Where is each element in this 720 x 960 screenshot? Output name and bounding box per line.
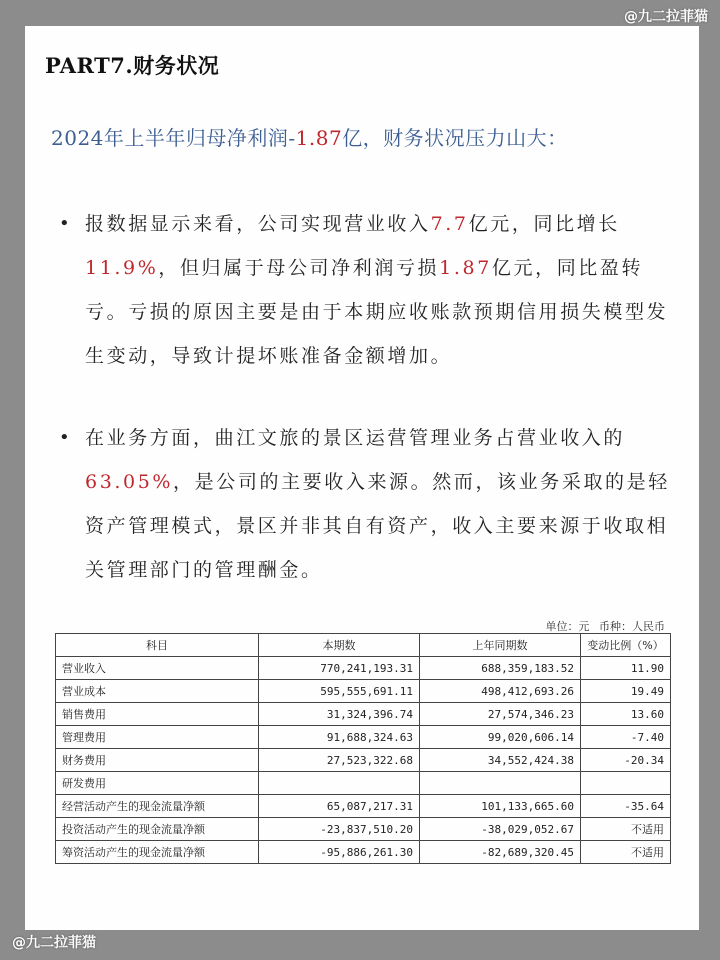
table-cell: 31,324,396.74 <box>259 703 420 726</box>
table-cell: 688,359,183.52 <box>420 657 581 680</box>
table-cell: 27,574,346.23 <box>420 703 581 726</box>
table-cell: -7.40 <box>581 726 671 749</box>
table-cell: 投资活动产生的现金流量净额 <box>56 818 259 841</box>
financial-table <box>55 633 671 864</box>
table-header-row <box>56 634 671 657</box>
table-row <box>56 818 671 841</box>
table-cell <box>581 772 671 795</box>
bullet-text: 报数据显示来看，公司实现营业收入7.7亿元，同比增长11.9%，但归属于母公司净利润亏损1.87亿元，同比盈转亏。亏损的原因主要是由于本期应收账款预期信用损失模型发生变动，导致计提坏账准备金额增加。 <box>85 213 669 367</box>
table-row <box>56 703 671 726</box>
watermark-top: @九二拉菲猫 <box>624 9 708 25</box>
bullet-dot-icon: • <box>59 427 73 448</box>
part-title: PART7.财务状况 <box>45 53 220 78</box>
table-header: 变动比例（%） <box>581 634 671 657</box>
table-row <box>56 726 671 749</box>
table-cell: 研发费用 <box>56 772 259 795</box>
table-cell: 65,087,217.31 <box>259 795 420 818</box>
bullet-text: 在业务方面，曲江文旅的景区运营管理业务占营业收入的63.05%，是公司的主要收入来源。然而，该业务采取的是轻资产管理模式，景区并非其自有资产，收入主要来源于收取相关管理部门的管理酬金。 <box>85 427 670 581</box>
table-header: 上年同期数 <box>420 634 581 657</box>
table-cell: -82,689,320.45 <box>420 841 581 864</box>
watermark-bottom: @九二拉菲猫 <box>12 935 96 951</box>
bullet-revenue <box>59 202 679 378</box>
table-cell: 34,552,424.38 <box>420 749 581 772</box>
table-cell: 财务费用 <box>56 749 259 772</box>
table-row <box>56 680 671 703</box>
table-cell: -95,886,261.30 <box>259 841 420 864</box>
table-cell: 管理费用 <box>56 726 259 749</box>
table-cell: 不适用 <box>581 841 671 864</box>
bullet-business <box>59 416 679 592</box>
table-cell: 经营活动产生的现金流量净额 <box>56 795 259 818</box>
document-page <box>25 26 699 930</box>
table-units: 单位：元 币种：人民币 <box>545 620 665 633</box>
table-cell: 营业成本 <box>56 680 259 703</box>
table-cell: 498,412,693.26 <box>420 680 581 703</box>
table-cell <box>259 772 420 795</box>
table-cell: 99,020,606.14 <box>420 726 581 749</box>
table-cell: 筹资活动产生的现金流量净额 <box>56 841 259 864</box>
table-cell: 13.60 <box>581 703 671 726</box>
table-cell: 销售费用 <box>56 703 259 726</box>
table-cell: 11.90 <box>581 657 671 680</box>
table-header: 本期数 <box>259 634 420 657</box>
table-cell: 19.49 <box>581 680 671 703</box>
table-cell: -23,837,510.20 <box>259 818 420 841</box>
table-cell: -35.64 <box>581 795 671 818</box>
table-cell: 不适用 <box>581 818 671 841</box>
headline-suffix: 亿，财务状况压力山大： <box>342 126 568 150</box>
table-cell: 91,688,324.63 <box>259 726 420 749</box>
headline-prefix: 2024年上半年归母净利润- <box>51 126 296 150</box>
table-header: 科目 <box>56 634 259 657</box>
headline <box>51 122 568 151</box>
table-cell: -38,029,052.67 <box>420 818 581 841</box>
table-cell: 营业收入 <box>56 657 259 680</box>
table-row <box>56 772 671 795</box>
table-cell: 27,523,322.68 <box>259 749 420 772</box>
table-cell: 101,133,665.60 <box>420 795 581 818</box>
table-row <box>56 749 671 772</box>
table-cell: 770,241,193.31 <box>259 657 420 680</box>
table-cell <box>420 772 581 795</box>
headline-value: 1.87 <box>295 126 343 150</box>
bullet-dot-icon: • <box>59 213 73 234</box>
table-cell: 595,555,691.11 <box>259 680 420 703</box>
table-row <box>56 657 671 680</box>
table-row <box>56 841 671 864</box>
table-row <box>56 795 671 818</box>
table-cell: -20.34 <box>581 749 671 772</box>
